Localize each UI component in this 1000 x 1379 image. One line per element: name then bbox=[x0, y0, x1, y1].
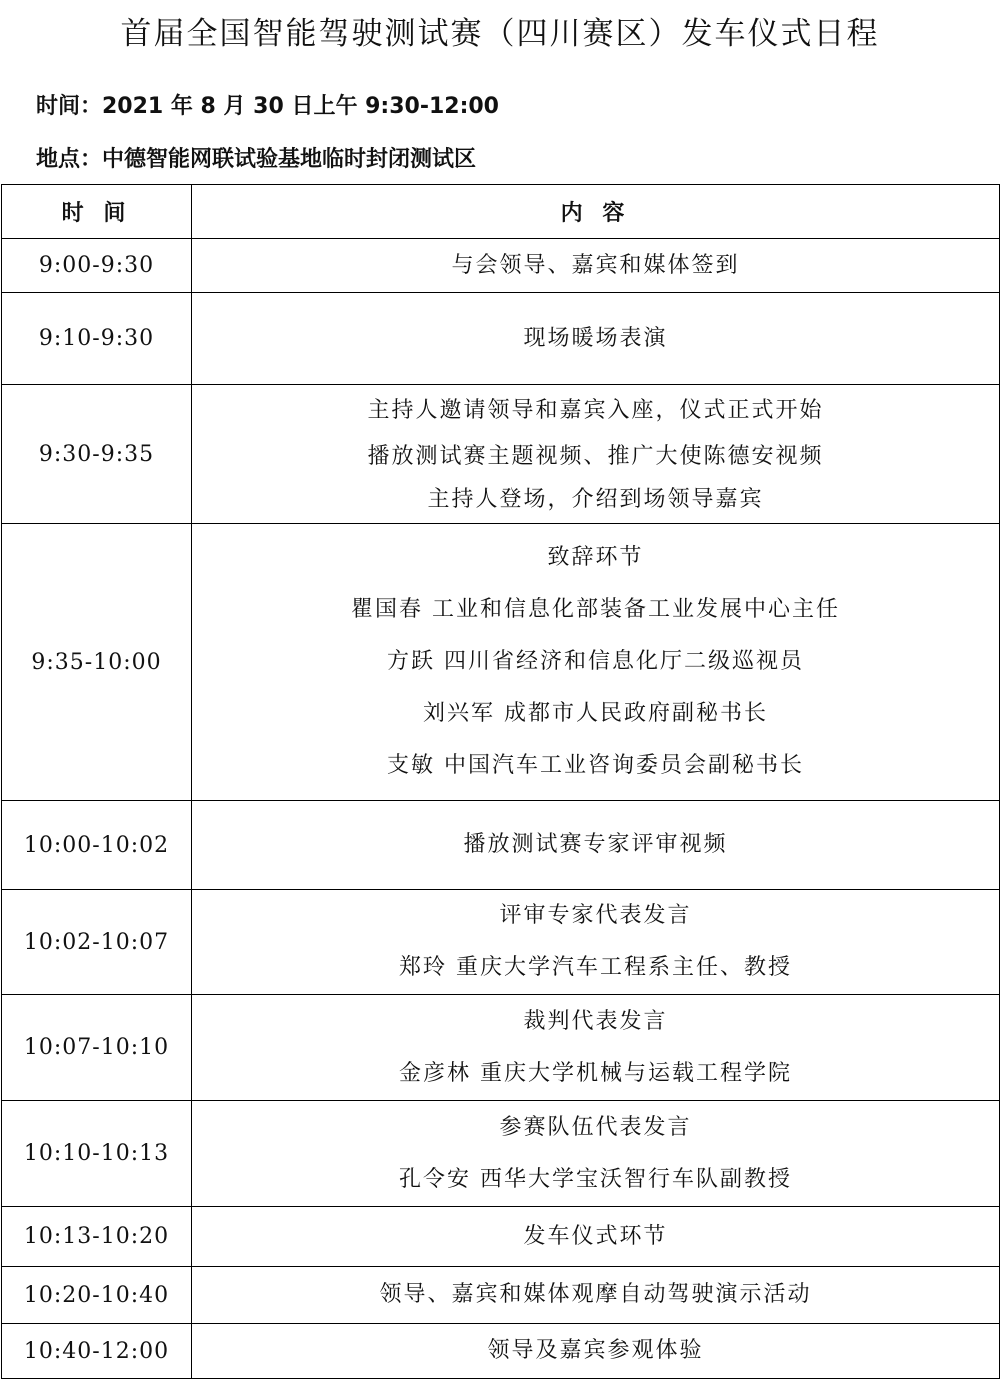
event-place-line: 地点：中德智能网联试验基地临时封闭测试区 bbox=[36, 147, 477, 172]
row-content bbox=[192, 385, 1000, 524]
row-content bbox=[192, 239, 1000, 293]
content-line: 领导、嘉宾和媒体观摩自动驾驶演示活动 bbox=[379, 1282, 812, 1307]
header-content: 内 容 bbox=[192, 185, 1000, 239]
row-content bbox=[192, 524, 1000, 801]
row-time: 10:13-10:20 bbox=[2, 1207, 192, 1267]
row-content bbox=[192, 890, 1000, 995]
content-line: 方跃 四川省经济和信息化厅二级巡视员 bbox=[387, 649, 804, 674]
row-content bbox=[192, 1324, 1000, 1379]
table-header-row bbox=[2, 185, 1000, 239]
content-line: 主持人登场，介绍到场领导嘉宾 bbox=[427, 487, 764, 512]
row-time: 10:02-10:07 bbox=[2, 890, 192, 995]
content-line: 郑玲 重庆大学汽车工程系主任、教授 bbox=[399, 955, 792, 980]
content-line: 致辞环节 bbox=[547, 545, 644, 570]
table-row bbox=[2, 1207, 1000, 1267]
table-row bbox=[2, 385, 1000, 524]
document-title: 首届全国智能驾驶测试赛（四川赛区）发车仪式日程 bbox=[120, 16, 880, 52]
row-content bbox=[192, 1267, 1000, 1324]
content-line: 现场暖场表演 bbox=[523, 325, 668, 351]
table-row bbox=[2, 293, 1000, 385]
row-content bbox=[192, 995, 1000, 1101]
content-line: 领导及嘉宾参观体验 bbox=[487, 1338, 704, 1363]
row-content bbox=[192, 1101, 1000, 1207]
content-line: 主持人邀请领导和嘉宾入座，仪式正式开始 bbox=[367, 398, 824, 423]
content-line: 参赛队伍代表发言 bbox=[499, 1114, 692, 1140]
row-content bbox=[192, 293, 1000, 385]
content-line: 播放测试赛专家评审视频 bbox=[463, 832, 728, 857]
row-time: 10:20-10:40 bbox=[2, 1267, 192, 1324]
row-content bbox=[192, 801, 1000, 890]
row-content bbox=[192, 1207, 1000, 1267]
row-time: 9:35-10:00 bbox=[2, 524, 192, 801]
content-line: 评审专家代表发言 bbox=[499, 903, 692, 928]
row-time: 10:07-10:10 bbox=[2, 995, 192, 1101]
content-line: 播放测试赛主题视频、推广大使陈德安视频 bbox=[367, 444, 824, 469]
content-line: 发车仪式环节 bbox=[523, 1223, 668, 1249]
content-line: 裁判代表发言 bbox=[523, 1008, 668, 1034]
content-line: 与会领导、嘉宾和媒体签到 bbox=[451, 252, 740, 278]
event-time-line: 时间：2021 年 8 月 30 日上午 9:30-12:00 bbox=[36, 94, 499, 119]
table-row bbox=[2, 524, 1000, 801]
row-time: 9:30-9:35 bbox=[2, 385, 192, 524]
content-line: 刘兴军 成都市人民政府副秘书长 bbox=[423, 701, 768, 726]
content-line: 金彦林 重庆大学机械与运载工程学院 bbox=[399, 1060, 792, 1086]
table-row bbox=[2, 239, 1000, 293]
row-time: 9:10-9:30 bbox=[2, 293, 192, 385]
table-row bbox=[2, 801, 1000, 890]
row-time: 9:00-9:30 bbox=[2, 239, 192, 293]
content-line: 瞿国春 工业和信息化部装备工业发展中心主任 bbox=[351, 597, 840, 622]
header-time: 时 间 bbox=[2, 185, 192, 239]
content-line: 孔令安 西华大学宝沃智行车队副教授 bbox=[399, 1166, 792, 1192]
table-row bbox=[2, 1267, 1000, 1324]
table-row bbox=[2, 1324, 1000, 1379]
table-row bbox=[2, 1101, 1000, 1207]
content-line: 支敏 中国汽车工业咨询委员会副秘书长 bbox=[387, 753, 804, 778]
table-row bbox=[2, 890, 1000, 995]
row-time: 10:40-12:00 bbox=[2, 1324, 192, 1379]
row-time: 10:00-10:02 bbox=[2, 801, 192, 890]
row-time: 10:10-10:13 bbox=[2, 1101, 192, 1207]
table-row bbox=[2, 995, 1000, 1101]
schedule-table bbox=[1, 184, 1000, 1379]
